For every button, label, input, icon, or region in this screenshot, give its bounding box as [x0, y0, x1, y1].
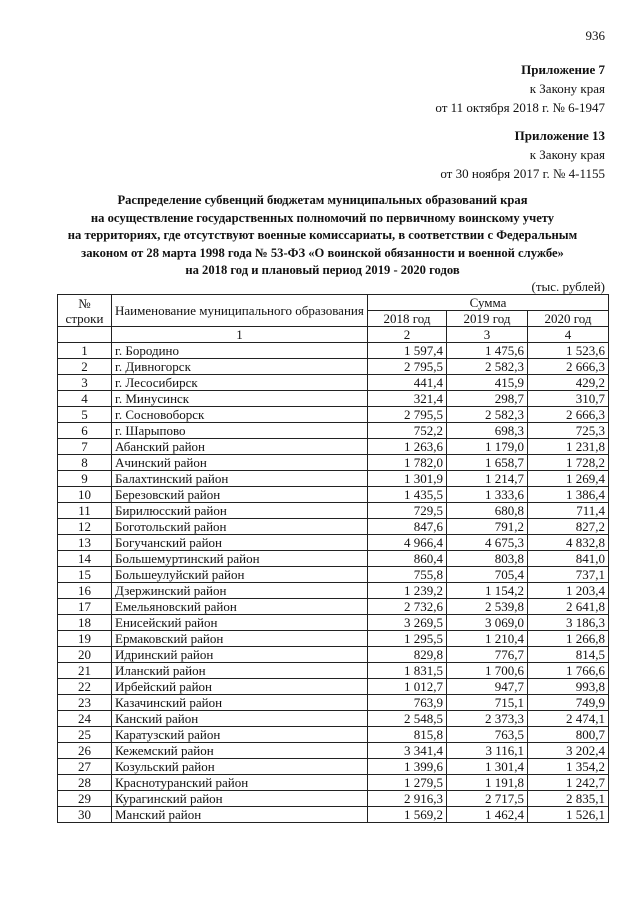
units-label: (тыс. рублей)	[531, 279, 605, 294]
amount-2019: 1 179,0	[447, 439, 528, 455]
amount-2020: 800,7	[528, 727, 609, 743]
amount-2019: 1 154,2	[447, 583, 528, 599]
amount-2020: 1 354,2	[528, 759, 609, 775]
amount-2019: 2 717,5	[447, 791, 528, 807]
row-number: 5	[58, 407, 112, 423]
amount-2019: 803,8	[447, 551, 528, 567]
table-row	[58, 567, 609, 583]
title-line: на территориях, где отсутствуют военные комиссариаты, в соответствии с Федеральным	[67, 228, 578, 242]
municipality-name: Дзержинский район	[112, 583, 368, 599]
row-number: 21	[58, 663, 112, 679]
municipality-name: Казачинский район	[112, 695, 368, 711]
table-row	[58, 695, 609, 711]
title-line: на осуществление государственных полномочий по первичному воинскому учету	[90, 210, 555, 225]
municipality-name: Большемуртинский район	[112, 551, 368, 567]
row-number: 12	[58, 519, 112, 535]
amount-2019: 1 210,4	[447, 631, 528, 647]
appendix-13-title: Приложение 13	[514, 128, 605, 143]
header-year-2020: 2020 год	[528, 311, 609, 327]
amount-2018: 815,8	[368, 727, 447, 743]
amount-2018: 2 916,3	[368, 791, 447, 807]
amount-2020: 1 203,4	[528, 583, 609, 599]
amount-2018: 752,2	[368, 423, 447, 439]
appendix-7-title: Приложение 7	[521, 62, 605, 77]
amount-2019: 1 191,8	[447, 775, 528, 791]
amount-2018: 1 831,5	[368, 663, 447, 679]
municipality-name: г. Шарыпово	[112, 423, 368, 439]
amount-2018: 1 597,4	[368, 343, 447, 359]
row-number: 25	[58, 727, 112, 743]
amount-2018: 3 269,5	[368, 615, 447, 631]
amount-2019: 1 475,6	[447, 343, 528, 359]
amount-2019: 1 301,4	[447, 759, 528, 775]
amount-2020: 993,8	[528, 679, 609, 695]
table-row	[58, 503, 609, 519]
table-row	[58, 807, 609, 823]
municipality-name: Емельяновский район	[112, 599, 368, 615]
amount-2018: 1 569,2	[368, 807, 447, 823]
amount-2019: 698,3	[447, 423, 528, 439]
amount-2018: 729,5	[368, 503, 447, 519]
row-number: 4	[58, 391, 112, 407]
municipality-name: Березовский район	[112, 487, 368, 503]
amount-2018: 1 301,9	[368, 471, 447, 487]
amount-2019: 1 214,7	[447, 471, 528, 487]
amount-2018: 763,9	[368, 695, 447, 711]
amount-2018: 1 399,6	[368, 759, 447, 775]
row-number: 6	[58, 423, 112, 439]
title-line: законом от 28 марта 1998 года № 53-ФЗ «О воинской обязанности и военной службе»	[81, 245, 564, 260]
amount-2019: 1 700,6	[447, 663, 528, 679]
municipality-name: Богучанский район	[112, 535, 368, 551]
amount-2020: 2 666,3	[528, 407, 609, 423]
amount-2018: 829,8	[368, 647, 447, 663]
amount-2018: 1 012,7	[368, 679, 447, 695]
table-row	[58, 439, 609, 455]
table-row	[58, 343, 609, 359]
amount-2019: 2 539,8	[447, 599, 528, 615]
header-year-2019: 2019 год	[447, 311, 528, 327]
table-row	[58, 759, 609, 775]
municipality-name: Ирбейский район	[112, 679, 368, 695]
subvention-table	[57, 294, 609, 823]
municipality-name: Боготольский район	[112, 519, 368, 535]
amount-2020: 2 835,1	[528, 791, 609, 807]
amount-2020: 2 641,8	[528, 599, 609, 615]
amount-2019: 1 462,4	[447, 807, 528, 823]
amount-2020: 3 186,3	[528, 615, 609, 631]
row-number: 10	[58, 487, 112, 503]
row-number: 1	[58, 343, 112, 359]
row-number: 27	[58, 759, 112, 775]
amount-2019: 298,7	[447, 391, 528, 407]
row-number: 18	[58, 615, 112, 631]
row-number: 26	[58, 743, 112, 759]
amount-2020: 1 526,1	[528, 807, 609, 823]
header-sum: Сумма	[368, 295, 609, 311]
row-number: 20	[58, 647, 112, 663]
municipality-name: Енисейский район	[112, 615, 368, 631]
municipality-name: Ермаковский район	[112, 631, 368, 647]
amount-2018: 1 279,5	[368, 775, 447, 791]
header-colnum: 3	[447, 327, 528, 343]
amount-2018: 441,4	[368, 375, 447, 391]
row-number: 22	[58, 679, 112, 695]
amount-2019: 2 582,3	[447, 407, 528, 423]
amount-2020: 827,2	[528, 519, 609, 535]
amount-2018: 321,4	[368, 391, 447, 407]
row-number: 8	[58, 455, 112, 471]
municipality-name: г. Дивногорск	[112, 359, 368, 375]
amount-2020: 749,9	[528, 695, 609, 711]
amount-2020: 3 202,4	[528, 743, 609, 759]
header-colnum-blank	[58, 327, 112, 343]
amount-2019: 4 675,3	[447, 535, 528, 551]
table-row	[58, 743, 609, 759]
amount-2019: 2 582,3	[447, 359, 528, 375]
table-row	[58, 535, 609, 551]
table-row	[58, 391, 609, 407]
amount-2018: 2 795,5	[368, 359, 447, 375]
title-line: на 2018 год и плановый период 2019 - 2020 годов	[185, 263, 460, 277]
row-number: 29	[58, 791, 112, 807]
amount-2019: 1 333,6	[447, 487, 528, 503]
amount-2018: 1 239,2	[368, 583, 447, 599]
table-row	[58, 631, 609, 647]
municipality-name: г. Минусинск	[112, 391, 368, 407]
header-row-number: № строки	[58, 295, 112, 327]
amount-2018: 1 263,6	[368, 439, 447, 455]
appendix-7-law-ref: к Закону края	[529, 81, 605, 96]
row-number: 13	[58, 535, 112, 551]
amount-2018: 1 782,0	[368, 455, 447, 471]
table-row	[58, 727, 609, 743]
row-number: 28	[58, 775, 112, 791]
table-row	[58, 647, 609, 663]
table-row	[58, 519, 609, 535]
appendix-13-block	[440, 126, 605, 183]
page-number: 936	[585, 28, 605, 43]
row-number: 23	[58, 695, 112, 711]
amount-2020: 725,3	[528, 423, 609, 439]
municipality-name: Каратузский район	[112, 727, 368, 743]
amount-2019: 776,7	[447, 647, 528, 663]
amount-2020: 1 231,8	[528, 439, 609, 455]
amount-2020: 711,4	[528, 503, 609, 519]
amount-2019: 791,2	[447, 519, 528, 535]
amount-2020: 1 242,7	[528, 775, 609, 791]
amount-2019: 415,9	[447, 375, 528, 391]
appendix-13-law-ref: к Закону края	[529, 147, 605, 162]
amount-2018: 2 548,5	[368, 711, 447, 727]
amount-2020: 2 666,3	[528, 359, 609, 375]
amount-2020: 2 474,1	[528, 711, 609, 727]
amount-2020: 1 523,6	[528, 343, 609, 359]
appendix-7-block	[435, 60, 605, 117]
amount-2019: 2 373,3	[447, 711, 528, 727]
amount-2018: 3 341,4	[368, 743, 447, 759]
amount-2019: 947,7	[447, 679, 528, 695]
amount-2020: 1 766,6	[528, 663, 609, 679]
municipality-name: Большеулуйский район	[112, 567, 368, 583]
amount-2018: 755,8	[368, 567, 447, 583]
row-number: 16	[58, 583, 112, 599]
row-number: 30	[58, 807, 112, 823]
appendix-7-date: от 11 октября 2018 г. № 6-1947	[435, 100, 605, 115]
table-body	[58, 343, 609, 823]
table-row	[58, 615, 609, 631]
amount-2019: 763,5	[447, 727, 528, 743]
municipality-name: Ачинский район	[112, 455, 368, 471]
amount-2018: 2 732,6	[368, 599, 447, 615]
amount-2018: 860,4	[368, 551, 447, 567]
amount-2020: 1 269,4	[528, 471, 609, 487]
table-row	[58, 711, 609, 727]
row-number: 11	[58, 503, 112, 519]
table-row	[58, 775, 609, 791]
municipality-name: Козульский район	[112, 759, 368, 775]
table-row	[58, 599, 609, 615]
table-row	[58, 455, 609, 471]
row-number: 2	[58, 359, 112, 375]
header-colnum: 2	[368, 327, 447, 343]
municipality-name: Канский район	[112, 711, 368, 727]
row-number: 17	[58, 599, 112, 615]
table-row	[58, 375, 609, 391]
amount-2018: 1 435,5	[368, 487, 447, 503]
table-row	[58, 407, 609, 423]
amount-2019: 3 069,0	[447, 615, 528, 631]
amount-2020: 814,5	[528, 647, 609, 663]
table-row	[58, 663, 609, 679]
row-number: 14	[58, 551, 112, 567]
amount-2018: 847,6	[368, 519, 447, 535]
municipality-name: Курагинский район	[112, 791, 368, 807]
amount-2020: 841,0	[528, 551, 609, 567]
appendix-13-date: от 30 ноября 2017 г. № 4-1155	[440, 166, 605, 181]
title-line: Распределение субвенций бюджетам муниципальных образований края	[117, 193, 528, 207]
table-row	[58, 679, 609, 695]
table-row	[58, 791, 609, 807]
amount-2019: 1 658,7	[447, 455, 528, 471]
amount-2019: 680,8	[447, 503, 528, 519]
header-colnum: 1	[112, 327, 368, 343]
row-number: 24	[58, 711, 112, 727]
table-row	[58, 359, 609, 375]
header-municipality-name: Наименование муниципального образования	[112, 295, 368, 327]
table-row	[58, 487, 609, 503]
municipality-name: Краснотуранский район	[112, 775, 368, 791]
table-row	[58, 423, 609, 439]
amount-2019: 715,1	[447, 695, 528, 711]
municipality-name: Иланский район	[112, 663, 368, 679]
amount-2020: 1 386,4	[528, 487, 609, 503]
amount-2020: 310,7	[528, 391, 609, 407]
amount-2018: 4 966,4	[368, 535, 447, 551]
municipality-name: Идринский район	[112, 647, 368, 663]
amount-2018: 2 795,5	[368, 407, 447, 423]
municipality-name: Манский район	[112, 807, 368, 823]
document-title	[40, 192, 605, 280]
amount-2019: 3 116,1	[447, 743, 528, 759]
municipality-name: Бирилюсский район	[112, 503, 368, 519]
table-row	[58, 551, 609, 567]
header-colnum: 4	[528, 327, 609, 343]
table-row	[58, 471, 609, 487]
row-number: 9	[58, 471, 112, 487]
amount-2020: 1 266,8	[528, 631, 609, 647]
amount-2020: 4 832,8	[528, 535, 609, 551]
municipality-name: г. Сосновоборск	[112, 407, 368, 423]
row-number: 7	[58, 439, 112, 455]
municipality-name: Абанский район	[112, 439, 368, 455]
municipality-name: г. Лесосибирск	[112, 375, 368, 391]
table-row	[58, 583, 609, 599]
municipality-name: Кежемский район	[112, 743, 368, 759]
row-number: 15	[58, 567, 112, 583]
municipality-name: г. Бородино	[112, 343, 368, 359]
amount-2020: 737,1	[528, 567, 609, 583]
amount-2020: 429,2	[528, 375, 609, 391]
amount-2019: 705,4	[447, 567, 528, 583]
header-year-2018: 2018 год	[368, 311, 447, 327]
row-number: 19	[58, 631, 112, 647]
row-number: 3	[58, 375, 112, 391]
amount-2020: 1 728,2	[528, 455, 609, 471]
municipality-name: Балахтинский район	[112, 471, 368, 487]
amount-2018: 1 295,5	[368, 631, 447, 647]
